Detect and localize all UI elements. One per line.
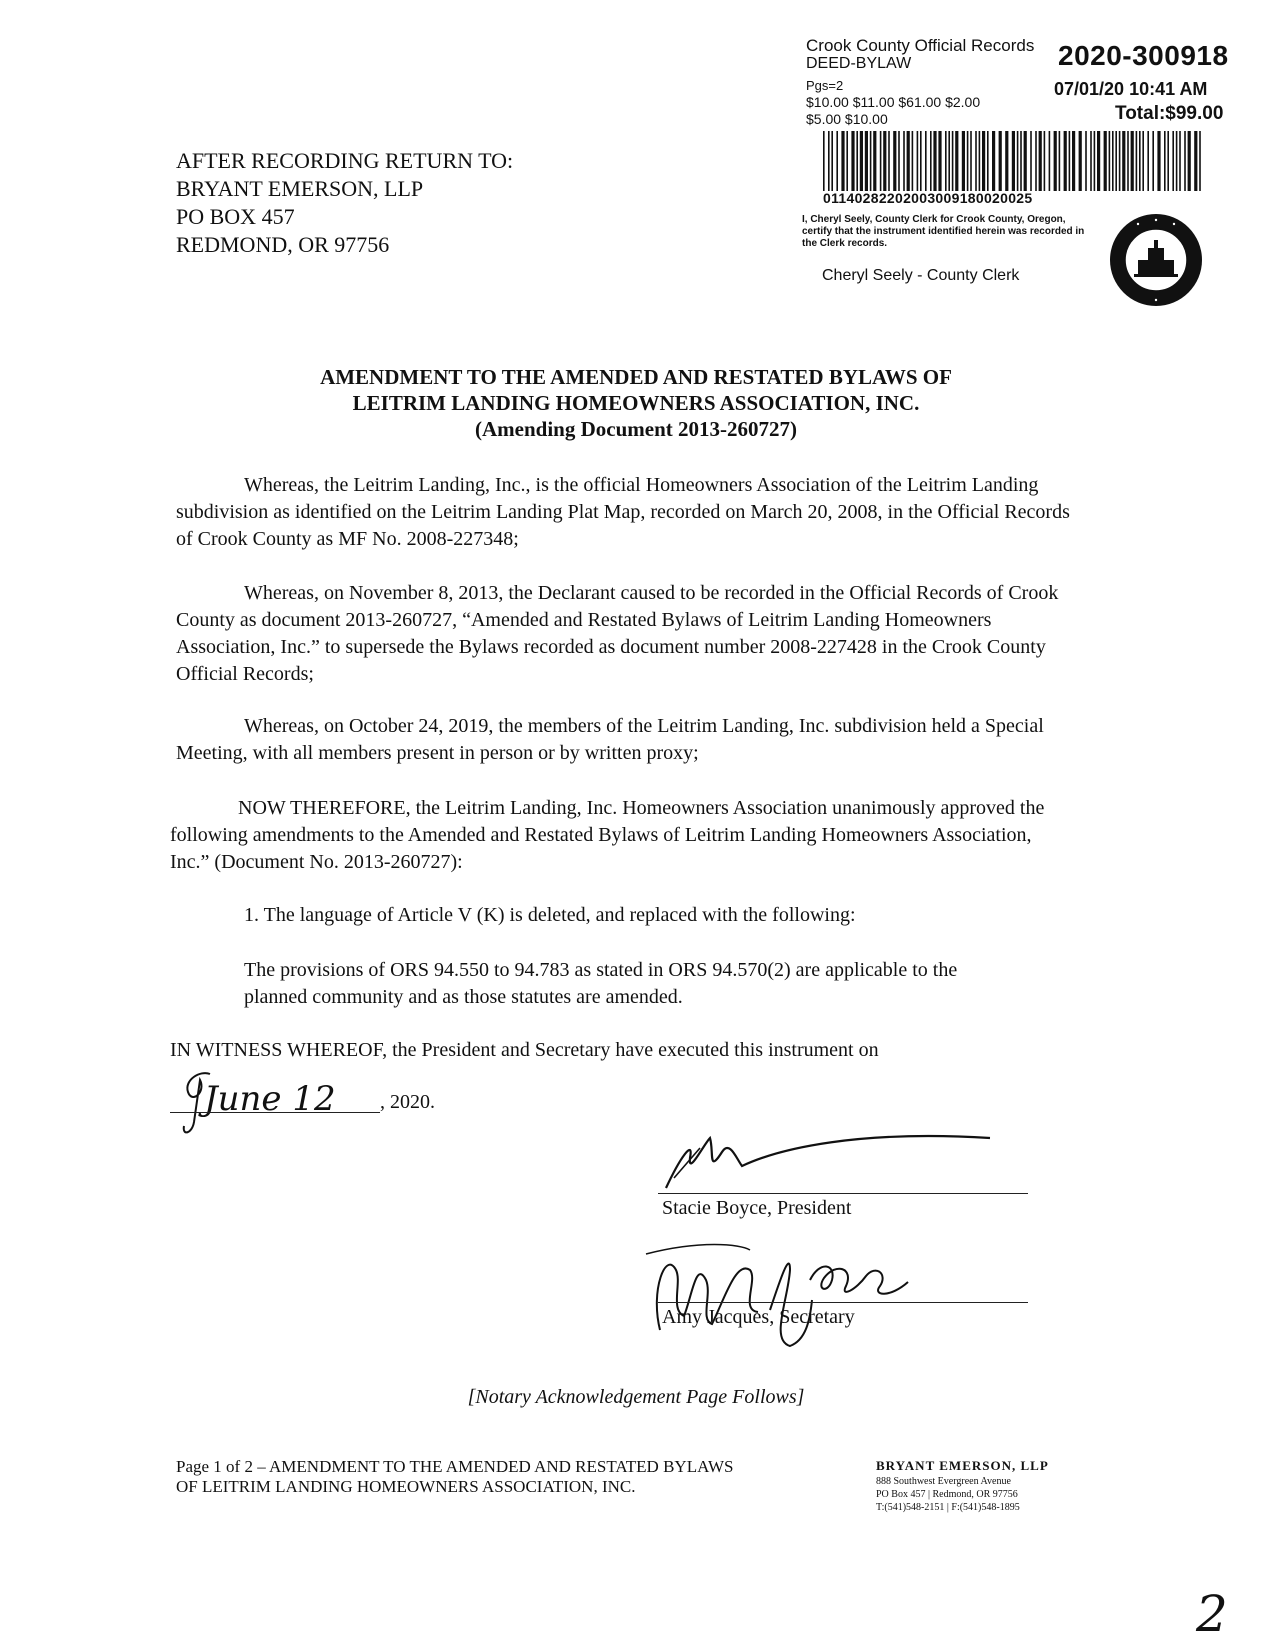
recording-number: 2020-300918 [1058,40,1229,71]
county-seal-icon [1108,212,1204,308]
recording-datetime: 07/01/20 10:41 AM [1054,79,1208,99]
recital-3-text: Whereas, on October 24, 2019, the members of the Leitrim Landing, Inc. subdivision held a Special Meeting, with all members present in person or by written proxy; [176,715,1044,764]
recording-pages: Pgs=2 [806,78,844,93]
title-line3: (Amending Document 2013-260727) [475,417,797,441]
footer-firm-name: BRYANT EMERSON, LLP [876,1458,1049,1473]
barcode-number: 01140282202003009180020025 [823,190,1033,206]
secretary-signature-line [658,1302,1028,1303]
county-clerk: Cheryl Seely - County Clerk [822,267,1020,284]
handwritten-page-mark: 2 [1196,1585,1228,1643]
recording-office: Crook County Official Records [806,36,1035,55]
handwritten-date-text: June 12 [204,1079,336,1119]
secretary-signature [640,1220,930,1350]
president-signature [660,1118,1000,1198]
recording-total: Total:$99.00 [1115,103,1224,124]
footer-addr-line3: T:(541)548-2151 | F:(541)548-1895 [876,1502,1020,1513]
title-line2: LEITRIM LANDING HOMEOWNERS ASSOCIATION, INC. [352,391,920,415]
return-heading: AFTER RECORDING RETURN TO: [176,148,514,173]
date-line [170,1112,380,1113]
recital-2-text: Whereas, on November 8, 2013, the Declarant caused to be recorded in the Official Records of Crook County as document 2013-260727, “Amended and Restated Bylaws of Leitrim Landing Homeowners Association, Inc.” to supersede the Bylaws recorded as document number 2008-227428 in the Crook County Official Records; [176,582,1059,685]
title-line1: AMENDMENT TO THE AMENDED AND RESTATED BYLAWS OF [320,365,952,389]
recital-1-text: Whereas, the Leitrim Landing, Inc., is the official Homeowners Association of the Leitrim Landing subdivision as identified on the Leitrim Landing Plat Map, recorded on March 20, 2008, in the Official Records of Crook County as MF No. 2008-227348; [176,474,1070,550]
handwritten-date [170,1062,380,1142]
recital-paragraph-1 [176,472,1081,553]
footer-line2: OF LEITRIM LANDING HOMEOWNERS ASSOCIATION, INC. [176,1477,636,1496]
footer-page-caption [176,1457,856,1497]
recording-fees-line2: $5.00 $10.00 [806,111,888,127]
date-year: , 2020. [380,1091,435,1113]
footer-addr-line2: PO Box 457 | Redmond, OR 97756 [876,1489,1018,1500]
recital-paragraph-3 [176,713,1081,767]
return-city: REDMOND, OR 97756 [176,232,390,257]
amendment-provision: The provisions of ORS 94.550 to 94.783 as stated in ORS 94.570(2) are applicable to the planned community and as those statutes are amended. [244,959,958,1008]
secretary-name: Amy Jacques, Secretary [662,1306,855,1328]
resolution-text: NOW THEREFORE, the Leitrim Landing, Inc. Homeowners Association unanimously approved the following amendments to the Amended and Restated Bylaws of Leitrim Landing Homeowners Association, Inc.” (Document No. 2013-260727): [170,797,1045,873]
recital-paragraph-2 [176,580,1081,688]
return-firm: BRYANT EMERSON, LLP [176,176,424,201]
resolution-paragraph [170,795,1075,876]
recording-doc-type: DEED-BYLAW [806,55,912,72]
footer-line1: Page 1 of 2 – AMENDMENT TO THE AMENDED AND RESTATED BYLAWS [176,1457,734,1476]
president-name: Stacie Boyce, President [662,1197,852,1219]
amendment-item-1: 1. The language of Article V (K) is deleted, and replaced with the following: [244,904,856,926]
footer-addr-line1: 888 Southwest Evergreen Avenue [876,1476,1011,1487]
return-address [176,147,513,259]
barcode [823,131,1204,191]
clerk-certification: I, Cheryl Seely, County Clerk for Crook County, Oregon, certify that the instrument identified herein was recorded in the Clerk records. [802,214,1085,249]
recording-fees-line1: $10.00 $11.00 $61.00 $2.00 [806,94,981,110]
return-po-box: PO BOX 457 [176,204,295,229]
footer-firm-address [876,1475,1020,1514]
document-title [0,364,1272,442]
president-signature-line [658,1193,1028,1194]
notary-note: [Notary Acknowledgement Page Follows] [467,1386,805,1408]
witness-statement: IN WITNESS WHEREOF, the President and Secretary have executed this instrument on [170,1039,879,1061]
